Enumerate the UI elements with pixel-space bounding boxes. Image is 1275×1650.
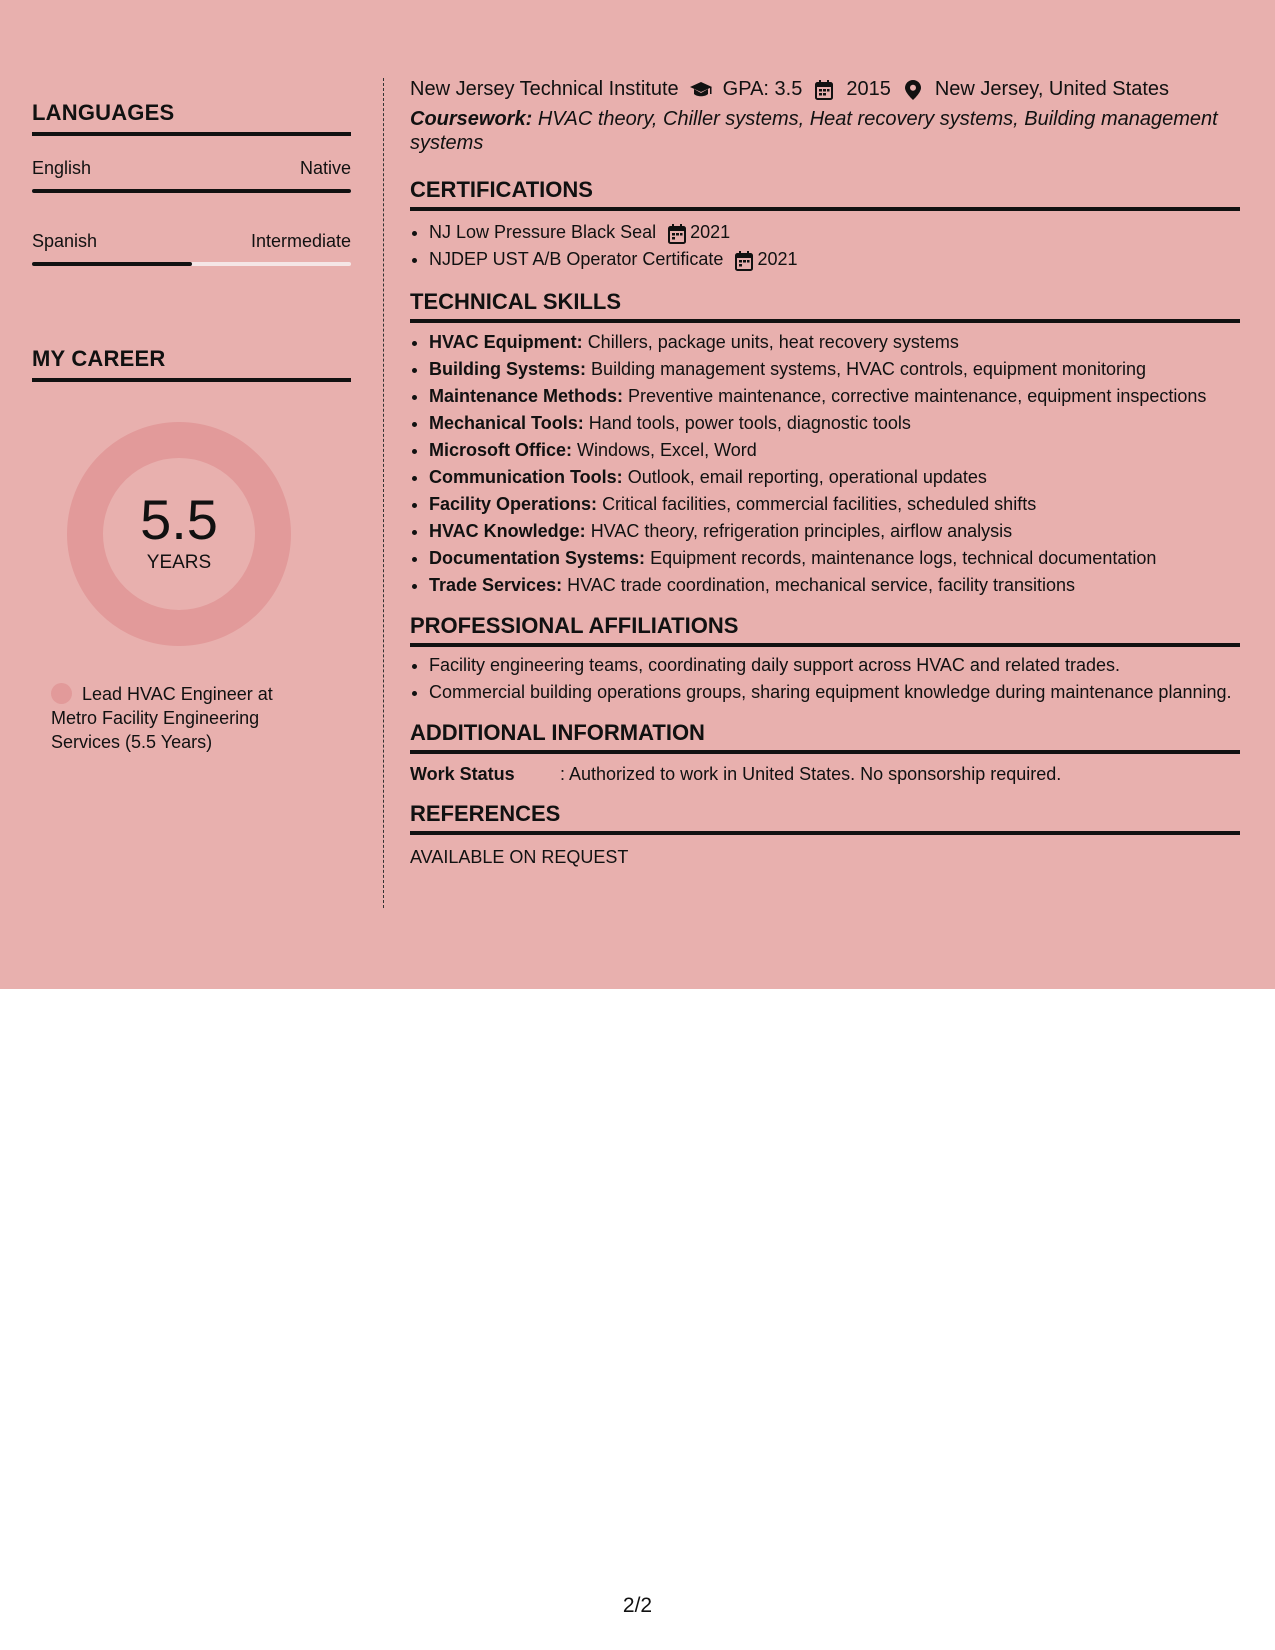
location: New Jersey, United States <box>934 78 1169 100</box>
work-status-label: Work Status <box>410 764 515 784</box>
work-status-value: : Authorized to work in United States. No sponsorship required. <box>560 764 1062 784</box>
language-row-spanish <box>32 231 351 252</box>
cert-year: 2021 <box>757 249 798 269</box>
skill-label: Facility Operations: <box>429 494 598 514</box>
career-years-unit: YEARS <box>146 552 212 573</box>
list-item <box>429 518 1240 545</box>
skill-label: Building Systems: <box>429 359 587 379</box>
left-column <box>32 100 351 752</box>
skills-title: TECHNICAL SKILLS <box>410 289 1240 323</box>
page-number: 2/2 <box>622 1594 653 1617</box>
skill-value: Windows, Excel, Word <box>577 440 757 460</box>
affiliations-title: PROFESSIONAL AFFILIATIONS <box>410 613 1240 647</box>
gpa: GPA: 3.5 <box>722 78 803 100</box>
career-legend-text: Lead HVAC Engineer at Metro Facility Engineering Services (5.5 Years) <box>51 684 273 752</box>
column-divider <box>383 78 384 908</box>
skill-label: Trade Services: <box>429 575 563 595</box>
skill-label: Documentation Systems: <box>429 548 646 568</box>
skills-list <box>410 329 1240 599</box>
additional-info-title: ADDITIONAL INFORMATION <box>410 720 1240 754</box>
skill-value: Hand tools, power tools, diagnostic tools <box>588 413 911 433</box>
list-item <box>429 219 1240 246</box>
education-line <box>410 78 1240 101</box>
language-level: Intermediate <box>250 231 351 251</box>
location-pin-icon <box>901 79 925 101</box>
list-item <box>429 356 1240 383</box>
skill-value: Building management systems, HVAC controls, equipment monitoring <box>591 359 1146 379</box>
list-item <box>429 464 1240 491</box>
certifications-list <box>410 219 1240 273</box>
skill-value: Critical facilities, commercial facilities, scheduled shifts <box>602 494 1037 514</box>
coursework-label: Coursework: <box>410 108 533 130</box>
language-bar-fill <box>32 189 351 193</box>
list-item: • Facility engineering teams, coordinating daily support across HVAC and related trades. <box>429 653 1240 677</box>
cert-name: • NJDEP UST A/B Operator Certificate <box>429 249 724 269</box>
list-item <box>429 410 1240 437</box>
list-item <box>429 329 1240 356</box>
career-total-years: 5.5 <box>140 488 218 551</box>
list-item: • Commercial building operations groups, sharing equipment knowledge during maintenance planning. <box>429 680 1240 704</box>
work-status-row <box>410 764 1240 785</box>
language-row-english <box>32 158 351 179</box>
career-donut <box>67 422 291 646</box>
language-name: English <box>32 158 92 178</box>
list-item <box>429 491 1240 518</box>
language-bar-fill <box>32 262 192 266</box>
skill-label: Microsoft Office: <box>429 440 573 460</box>
references-text: AVAILABLE ON REQUEST <box>410 847 629 867</box>
language-bar-english <box>32 189 351 193</box>
cert-name: • NJ Low Pressure Black Seal <box>429 222 657 242</box>
language-bar-spanish <box>32 262 351 266</box>
languages-title: LANGUAGES <box>32 100 351 136</box>
skill-value: Chillers, package units, heat recovery systems <box>587 332 959 352</box>
language-level: Native <box>299 158 351 178</box>
skill-value: Equipment records, maintenance logs, technical documentation <box>650 548 1157 568</box>
coursework-text: HVAC theory, Chiller systems, Heat recovery systems, Building management systems <box>410 108 1218 154</box>
skill-label: HVAC Equipment: <box>429 332 583 352</box>
skill-label: Maintenance Methods: <box>429 386 624 406</box>
career-title: MY CAREER <box>32 346 351 382</box>
graduation-cap-icon <box>689 79 713 101</box>
references-title: REFERENCES <box>410 801 1240 835</box>
skill-value: HVAC theory, refrigeration principles, airflow analysis <box>590 521 1013 541</box>
calendar-icon <box>812 79 836 101</box>
list-item <box>429 572 1240 599</box>
list-item <box>429 545 1240 572</box>
coursework <box>410 107 1240 155</box>
skill-label: Communication Tools: <box>429 467 623 487</box>
right-column <box>410 78 1240 868</box>
list-item <box>429 437 1240 464</box>
certifications-title: CERTIFICATIONS <box>410 177 1240 211</box>
calendar-icon <box>668 224 686 242</box>
skill-label: HVAC Knowledge: <box>429 521 586 541</box>
skill-value: HVAC trade coordination, mechanical service, facility transitions <box>567 575 1075 595</box>
list-item <box>429 246 1240 273</box>
list-item <box>429 383 1240 410</box>
career-legend-item <box>51 682 301 754</box>
cert-year: 2021 <box>690 222 731 242</box>
graduation-year: 2015 <box>846 78 891 100</box>
calendar-icon <box>735 251 753 269</box>
language-name: Spanish <box>32 231 98 251</box>
career-legend-dot <box>51 683 72 704</box>
school-name: New Jersey Technical Institute <box>410 78 679 100</box>
skill-value: Outlook, email reporting, operational updates <box>627 467 987 487</box>
skill-value: Preventive maintenance, corrective maintenance, equipment inspections <box>628 386 1207 406</box>
affiliations-list <box>410 653 1240 704</box>
skill-label: Mechanical Tools: <box>429 413 584 433</box>
